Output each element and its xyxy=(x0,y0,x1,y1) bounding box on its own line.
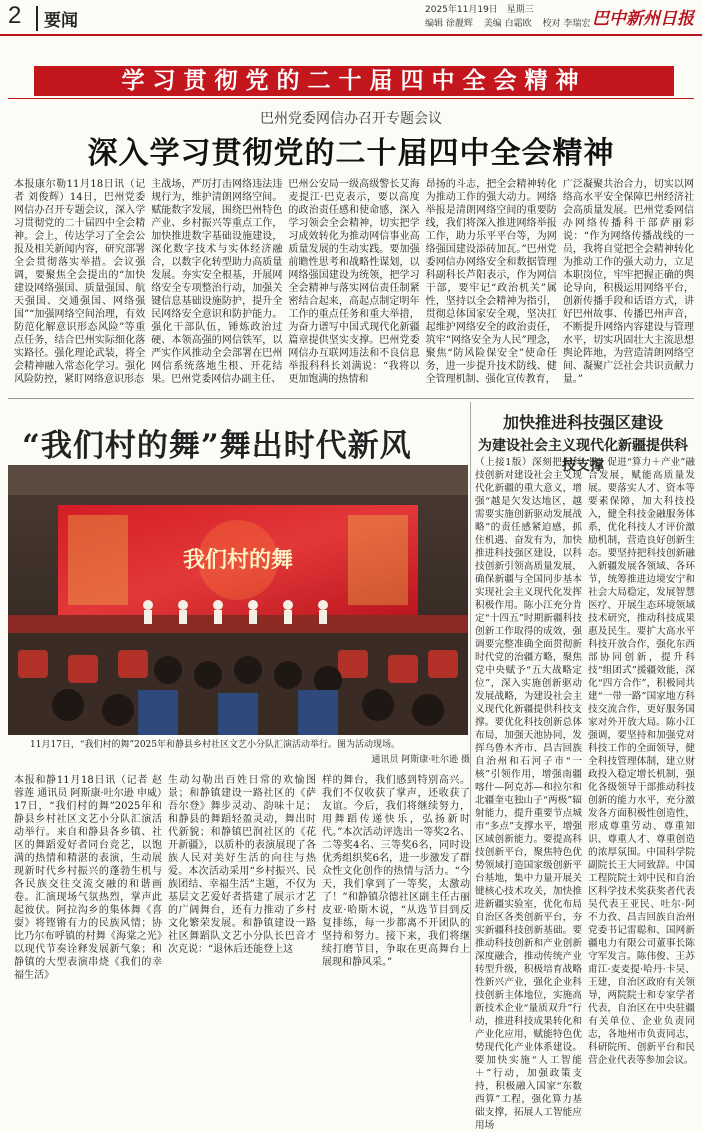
section-name: 要闻 xyxy=(36,6,78,31)
column-rule xyxy=(470,402,471,1022)
art-editor-credit: 美编 白霜欧 xyxy=(483,19,532,29)
lead-column: 主战场，严厉打击网络违法违规行为，维护清朗网络空间。赋能数字发展，围绕巴州特色产业、乡村振兴等重点工作，加快推进数字基础设施建设，深化数字技术与实体经济融合，以数字化转型助力高质量发展。夯实安全根基，开展网络安全专项整治行动，加强关键信息基础设施防护，提升全民网络安全意识和防护能力。强化干部队伍，锤炼政治过硬、本领高强的网信铁军，以严实作风推动全会部署在巴州网信系统落地生根、开花结果。巴州党委网信办副主任、 xyxy=(151,179,283,385)
banner-rule xyxy=(8,98,694,99)
photo-caption: 11月17日，“我们村的舞”2025年和静县乡村社区文艺小分队汇演活动举行。图为活动现场。 xyxy=(30,740,401,750)
lead-column: 巴州公安局一级高级警长艾海麦提江·巴克表示，要以高度的政治责任感和使命感，深入学习领会全会精神，切实把学习成效转化为推动网信事业高质量发展的生动实践。要加强前瞻性思考和战略性谋划，以网络强国建设为统领，把学习全会精神与落实网信责任制紧密结合起来，高起点制定明年工作的重点任务和重大举措，为奋力谱写中国式现代化新疆篇章提供坚实支撑。巴州党委网信办互联网违法和不良信息举报科科长刘满说：“我将以更加饱满的热情和 xyxy=(288,179,420,385)
editor-credit: 编辑 徐靓辉 xyxy=(425,19,473,29)
lead-column: 本报康尔勒11月18日讯（记者 刘俊辉）14日，巴州党委网信办召开专题会议，深入学习贯彻党的二十届四中全会精神。会上，传达学习了全会公报及相关新闻内容，研究部署全会贯彻落实举措。会议强调，要聚焦全会提出的“加快建设网络强国、质量强国、航天强国、交通强国、网络强国”“加强网络空间治理，有效防范化解意识形态风险”等重点任务，结合巴州实际细化落实路径。强化理论武装，将全会精神融入常态化学习。强化风险防控，紧盯网络意识形态 xyxy=(14,179,146,385)
theme-banner: 学习贯彻党的二十届四中全会精神 xyxy=(34,66,674,96)
stage-screen-text: 我们村的舞 xyxy=(182,547,294,573)
lead-column: 昂扬的斗志，把全会精神转化为推动工作的强大动力。网络举报是清朗网络空间的重要防线，我们将深入推进网络举报工作，助力乐平平台等，为网络强国建设添砖加瓦。”巴州党委网信办网络安全和数据管理科副科长芦阳表示，作为网信干部，要牢记“政治机关”属性，坚持以全会精神为指引，贯彻总体国家安全观，坚决扛起维护网络安全的政治责任，筑牢“网络安全为人民”理念，聚焦“防风险保安全”使命任务，进一步提升技术防线、健全管理机制、强化宣传教育， xyxy=(425,179,557,385)
right-title-line1: 加快推进科技强区建设 xyxy=(502,413,663,432)
header-info xyxy=(425,3,598,31)
feature-column: 生动勾勒出百姓日常的欢愉图景；和静镇建设一路社区的《萨吾尔登》舞步灵动、韵味十足；和静县的舞蹈轻盈灵动，舞出时代新貌；和静镇巴润社区的《花开新疆》，以质朴的表演展现了各族人民对美好生活的向往与热爱。本次活动采用“乡村振兴、民族团结、幸福生活”主题，不仅为基层文艺爱好者搭建了展示才艺的广阔舞台，还有力推动了乡村文化繁荣发展。和静镇建设一路社区舞蹈队文艺小分队长巴音才次克说：“退休后还能登上这 xyxy=(168,775,316,955)
right-column: （上接1版）深刻把握科技创新对建设社会主义现代化新疆的重大意义，增强“越是欠发达地区，越需要实施创新驱动发展战略”的责任感紧迫感，抓住机遇、奋发有为，加快推进科技强区建设，以科技创新引领高质量发展，确保新疆与全国同步基本实现社会主义现代化发挥积极作用。陈小江充分肯定“十四五”时期新疆科技创新工作取得的成效，强调要完整准确全面贯彻新时代党的治疆方略，聚焦党中央赋予“五大战略定位”，深入实施创新驱动发展战略，为建设社会主义现代化新疆提供科技支撑。要优化科技创新总体布局，加强天池协同，发挥乌鲁木齐市、昌吉回族自治州和石河子市“一核”引领作用，增强南疆喀什—阿克苏—和拉尔和北疆奎屯独山子“两极”辐射能力，提升重要节点城市“多点”支撑水平，增强区域创新能力。要提高科技创新平台，聚焦特色优势领域打造国家级创新平台基地，集中力量开展关键核心技术攻关，加快推进新疆实验室，优化布局自治区各类创新平台，夯实新疆科技创新基础。要推动科技创新和产业创新深度融合，推动传统产业转型升级，积极培育战略性新兴产业，强化企业科技创新主体地位，实施高新技术企业“量质双升”行动，推进科技成果转化和产业化应用，赋能特色优势现代化产业体系建设。要加快实施“人工智能＋”行动，加强政策支持，积极融入国家“东数西算”工程，强化算力基础支撑，拓展人工智能应用场 xyxy=(475,457,582,1131)
masthead-logo: 巴中新州日报 xyxy=(592,9,694,29)
lead-headline: 深入学习贯彻党的二十届四中全会精神 xyxy=(87,136,615,171)
lead-subhead: 巴州党委网信办召开专题会议 xyxy=(260,111,442,127)
page-number: 2 xyxy=(8,2,22,29)
feature-headline: “我们村的舞”舞出时代新风 xyxy=(22,428,412,464)
right-title-line2: 为建设社会主义现代化新疆提供科技支撑 xyxy=(478,438,688,474)
right-column: 景，促进“算力＋产业”融合发展，赋能高质量发展。要落实人才、资本等要素保障，加大科技投入，健全科技金融服务体系，优化科技人才评价激励机制，营造良好创新生态。要坚持把科技创新融入新疆发展各领域、各环节，统筹推进边境安宁和社会大局稳定，发展智慧医疗、开展生态环境领域技术研究，推动科技成果惠及民生。要扩大高水平科技开放合作，强化东西部协同创新，提升科技“组团式”援疆效能，深化“四方合作”，积极同共建“一带一路”国家地方科技交流合作，更好服务国家对外开放大局。陈小江强调，要坚持和加强党对科技工作的全面领导，健全科技管理体制，建立财政投入稳定增长机制，强化各级领导干部推动科技创新的能力水平，充分激发各方面积极性创造性，形成尊重劳动、尊重知识、尊重人才、尊重创造的浓厚氛围。中国科学院副院长王大同致辞。中国工程院院士刘中民和自治区科学技术奖获奖者代表吴代表王亚民、吐尔·阿不力孜、昌吉回族自治州党委书记雷聪和、国网新疆电力有限公司董事长陈守军发言。陈伟俊、王苏甫江·麦麦提·哈丹·卡吴、王建，自治区政府有关领导，两院院士和专家学者代表，自治区在中央驻疆有关单位、企业负责同志，各地州市负责同志，科研院所、创新平台和民营企业代表等参加会议。 xyxy=(588,457,695,1066)
lead-article-body xyxy=(14,178,694,394)
lead-column: 广泛凝聚共治合力，切实以网络高水平安全保障巴州经济社会高质量发展。巴州党委网信办网络传播科干部萨丽彩说：“作为网络传播战线的一员，我将自觉把全会精神转化为推动工作的强大动力，立足本职岗位，牢牢把握正确的舆论导向，积极运用网络平台，创新传播手段和话语方式，讲好巴州故事、传播巴州声音，不断提升网络内容建设与管理水平，切实巩固壮大主流思想舆论阵地，为营造清朗网络空间、凝聚广泛社会共识贡献力量。” xyxy=(562,179,695,385)
photo-credit: 通讯员 阿斯康·吐尔逊 摄 xyxy=(371,755,470,765)
stage-photo-illustration xyxy=(8,465,468,735)
issue-date: 2025年11月19日 星期三 xyxy=(425,5,534,15)
stage-photo xyxy=(8,465,468,735)
right-article-body xyxy=(475,456,695,1131)
feature-column: 样的舞台，我们感到特别高兴。我们不仅收获了掌声，还收获了友谊。今后，我们将继续努力，用舞蹈传递快乐，弘扬新时代。”本次活动评选出一等奖2名、二等奖4名、三等奖6名，同时设优秀组织奖6名，进一步激发了群众性文化创作的热情与活力。“今天，我们拿到了一等奖，太激动了！”和静镇尕德社区副主任古丽皮亚·哈斯木说，“从选节目到反复排练，每一步都离不开团队的坚持和努力。接下来，我们将继续打磨节目，争取在更高舞台上展现和静风采。” xyxy=(322,775,470,968)
section-divider xyxy=(8,398,694,399)
feature-column: 本报和静11月18日讯（记者 赵蓉莲 通讯员 阿斯康·吐尔逊 申威）17日，“我们村的舞”2025年和静县乡村社区文艺小分队汇演活动举行。来自和静县各乡镇、社区的舞蹈爱好者同台竞艺，以饱满的热情和精湛的表演，生动展现新时代乡村振兴的蓬勃生机与各民族交往交流交融的和谐画卷。汇演现场气氛热烈，掌声此起彼伏。阿拉沟乡的集体舞《喜耍》将铿锵有力的民族风情；协比乃尔布呼镇的村舞《海棠之光》以现代节奏诠释发展新气象；和静镇的大型表演串烧《我们的幸福生活》 xyxy=(14,775,162,981)
proofreader-credit: 校对 李瑞宏 xyxy=(542,19,591,29)
page-header xyxy=(0,0,702,36)
feature-article-body xyxy=(14,774,470,1020)
